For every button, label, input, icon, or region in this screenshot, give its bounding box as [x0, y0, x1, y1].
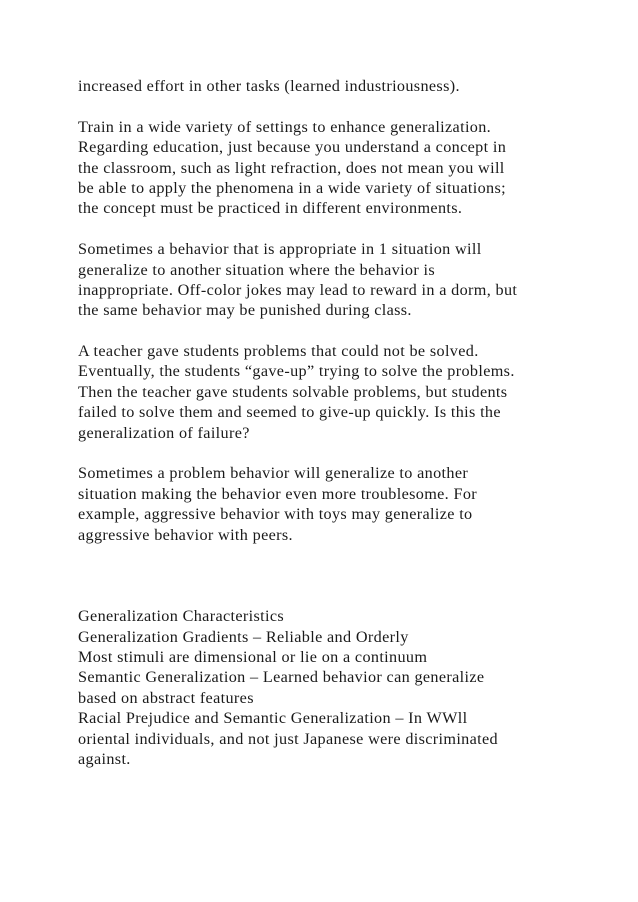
section-heading: Generalization Characteristics: [78, 607, 285, 626]
section-gap: [78, 545, 598, 606]
text-line: the same behavior may be punished during class.: [78, 301, 412, 320]
text-line: the concept must be practiced in different environments.: [78, 199, 463, 218]
text-line: example, aggressive behavior with toys may generalize to: [78, 505, 473, 524]
paragraph-5: [78, 463, 598, 545]
paragraph-gap: [78, 321, 598, 341]
paragraph-1: [78, 76, 598, 96]
text-line: Eventually, the students “gave-up” trying to solve the problems.: [78, 362, 515, 381]
text-line: A teacher gave students problems that could not be solved.: [78, 342, 479, 361]
text-line: situation making the behavior even more troublesome. For: [78, 484, 478, 503]
text-line: based on abstract features: [78, 688, 254, 707]
text-line: Then the teacher gave students solvable problems, but students: [78, 382, 508, 401]
text-line: Regarding education, just because you understand a concept in: [78, 138, 507, 157]
text-line: be able to apply the phenomena in a wide variety of situations;: [78, 178, 506, 197]
paragraph-3: [78, 239, 598, 321]
text-line: generalize to another situation where the behavior is: [78, 260, 436, 279]
paragraph-gap: [78, 219, 598, 239]
text-line: oriental individuals, and not just Japanese were discriminated: [78, 729, 498, 748]
paragraph-gap: [78, 96, 598, 116]
paragraph-2: [78, 117, 598, 219]
text-line: failed to solve them and seemed to give-up quickly. Is this the: [78, 403, 501, 422]
text-line: increased effort in other tasks (learned industriousness).: [78, 77, 460, 95]
text-line: Semantic Generalization – Learned behavior can generalize: [78, 668, 485, 687]
document-body: [78, 76, 598, 769]
section-generalization-characteristics: [78, 606, 598, 769]
text-line: Generalization Gradients – Reliable and Orderly: [78, 627, 409, 646]
text-line: Train in a wide variety of settings to enhance generalization.: [78, 117, 492, 136]
text-line: Most stimuli are dimensional or lie on a continuum: [78, 647, 428, 666]
text-line: against.: [78, 749, 131, 768]
text-line: inappropriate. Off-color jokes may lead to reward in a dorm, but: [78, 280, 518, 299]
paragraph-gap: [78, 443, 598, 463]
text-line: aggressive behavior with peers.: [78, 525, 293, 544]
text-line: generalization of failure?: [78, 423, 250, 442]
paragraph-4: [78, 341, 598, 443]
text-line: Sometimes a behavior that is appropriate in 1 situation will: [78, 240, 482, 259]
text-line: the classroom, such as light refraction, does not mean you will: [78, 158, 505, 177]
text-line: Sometimes a problem behavior will generalize to another: [78, 464, 469, 483]
text-line: Racial Prejudice and Semantic Generalization – In WWll: [78, 709, 468, 728]
